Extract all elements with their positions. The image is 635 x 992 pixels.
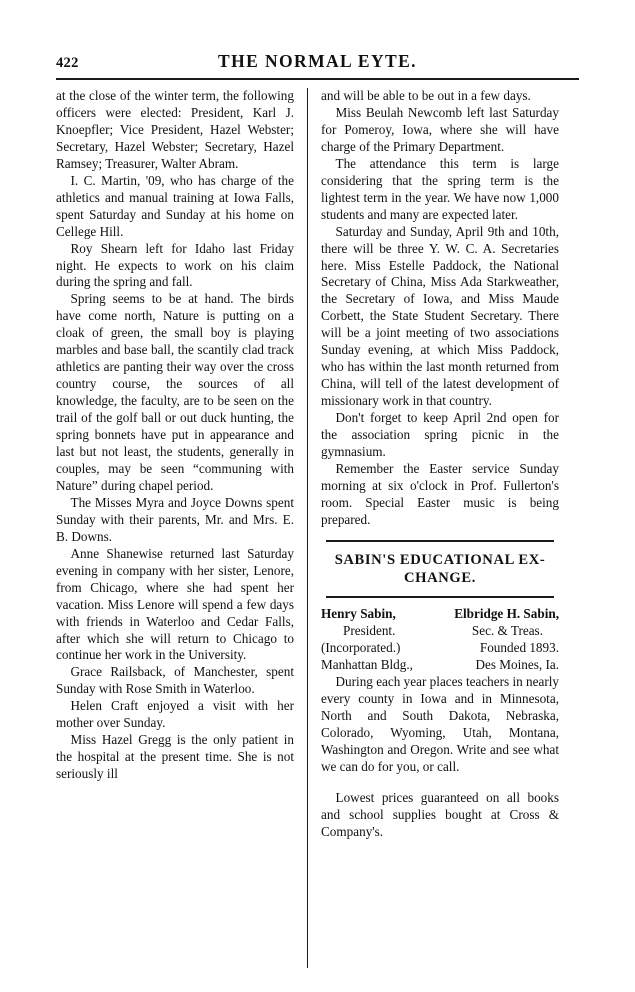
ad-principal-right: Elbridge H. Sabin, <box>454 606 559 622</box>
ad-heading-line-2: CHANGE. <box>404 570 476 587</box>
ad-top-rule <box>326 540 554 542</box>
paragraph: Don't forget to keep April 2nd open for the association spring picnic in the gymnasium. <box>321 410 559 460</box>
ad-title-right: Sec. & Treas. <box>471 623 543 639</box>
paragraph: Remember the Easter service Sunday morning at six o'clock in Prof. Fullerton's room. Special Easter music is being prepared. <box>321 460 559 527</box>
ad-footer: Lowest prices guaranteed on all books and school supplies bought at Cross & Company's. <box>321 789 559 839</box>
ad-heading-line-1: SABIN'S EDUCATIONAL EX- <box>334 551 546 568</box>
header-rule <box>56 78 579 80</box>
running-head: THE NORMAL EYTE. <box>218 51 417 71</box>
ad-address <box>321 657 559 674</box>
paragraph: The attendance this term is large considering that the spring term is the lightest term in the year. We have now 1,000 students and many are expected later. <box>321 155 559 222</box>
ad-titles <box>321 623 559 640</box>
paragraph: Miss Hazel Gregg is the only patient in the hospital at the present time. She is not seriously ill <box>56 732 294 782</box>
paragraph: Helen Craft enjoyed a visit with her mother over Sunday. <box>56 698 294 731</box>
columns <box>56 88 579 968</box>
paragraph: Spring seems to be at hand. The birds have come north, Nature is putting on a cloak of green, the small boy is playing marbles and base ball, the scantily clad track athletics are panting their way over the cross country course, the sources of all knowledge, the faculty, are to be seen on the trail of the golf ball or out duck hunting, the spring bonnets have put in appearance and last but not least, the students, generally in couples, may be seen “communing with Nature” during chapel period. <box>56 291 294 493</box>
paragraph: Grace Railsback, of Manchester, spent Sunday with Rose Smith in Waterloo. <box>56 664 294 697</box>
paragraph: Saturday and Sunday, April 9th and 10th, there will be three Y. W. C. A. Secretaries here. Miss Estelle Paddock, the National Secretary of China, Miss Ada Starkweather, the Secretary of Iowa, and Miss Maude Corbett, the State Student Secretary. There will be a joint meeting of two associations Sunday evening, at which Miss Paddock, who has within the last month returned from China, will tell of the latest development of missionary work in that country. <box>321 223 559 409</box>
ad-heading-rule <box>326 596 554 598</box>
left-column <box>56 88 305 968</box>
paragraph: The Misses Myra and Joyce Downs spent Sunday with their parents, Mr. and Mrs. E. B. Downs. <box>56 494 294 544</box>
ad-incorporated: (Incorporated.) <box>321 640 401 656</box>
right-column <box>310 88 559 968</box>
paragraph: Miss Beulah Newcomb left last Saturday for Pomeroy, Iowa, where she will have charge of the Primary Department. <box>321 104 559 154</box>
ad-principals <box>321 606 559 623</box>
page-number: 422 <box>56 55 79 71</box>
paragraph: and will be able to be out in a few days. <box>321 88 531 103</box>
paragraph: I. C. Martin, '09, who has charge of the athletics and manual training at Iowa Falls, spent Saturday and Sunday at his home on Cellege Hill. <box>56 172 294 239</box>
ad-heading <box>321 551 559 587</box>
column-divider <box>307 88 308 968</box>
paragraph: Roy Shearn left for Idaho last Friday night. He expects to work on his claim during the spring and fall. <box>56 240 294 290</box>
paragraph: Anne Shanewise returned last Saturday evening in company with her sister, Lenore, from Chicago, where she had spent her vacation. Miss Lenore will spend a few days with friends in Waterloo and Cedar Falls, after which she will return to Chicago to continue her work in the University. <box>56 545 294 663</box>
page-header <box>56 44 579 72</box>
ad-incorporation <box>321 640 559 657</box>
ad-principal-left: Henry Sabin, <box>321 606 396 622</box>
ad-body: During each year places teachers in nearly every county in Iowa and in Minnesota, North and South Dakota, Nebraska, Colorado, Wyoming, Utah, Montana, Washington and Oregon. Write and see what we can do for you, or call. <box>321 674 559 774</box>
ad-address-building: Manhattan Bldg., <box>321 657 413 673</box>
ad-title-left: President. <box>343 623 396 639</box>
ad-address-city: Des Moines, Ia. <box>475 657 559 673</box>
ad-founded: Founded 1893. <box>479 640 559 656</box>
paragraph: at the close of the winter term, the following officers were elected: President, Karl J. Knoepfler; Vice President, Hazel Webster; Secretary, Hazel Webster; Secretary, Hazel Ramsey; Treasurer, Walter Abram. <box>56 88 294 171</box>
